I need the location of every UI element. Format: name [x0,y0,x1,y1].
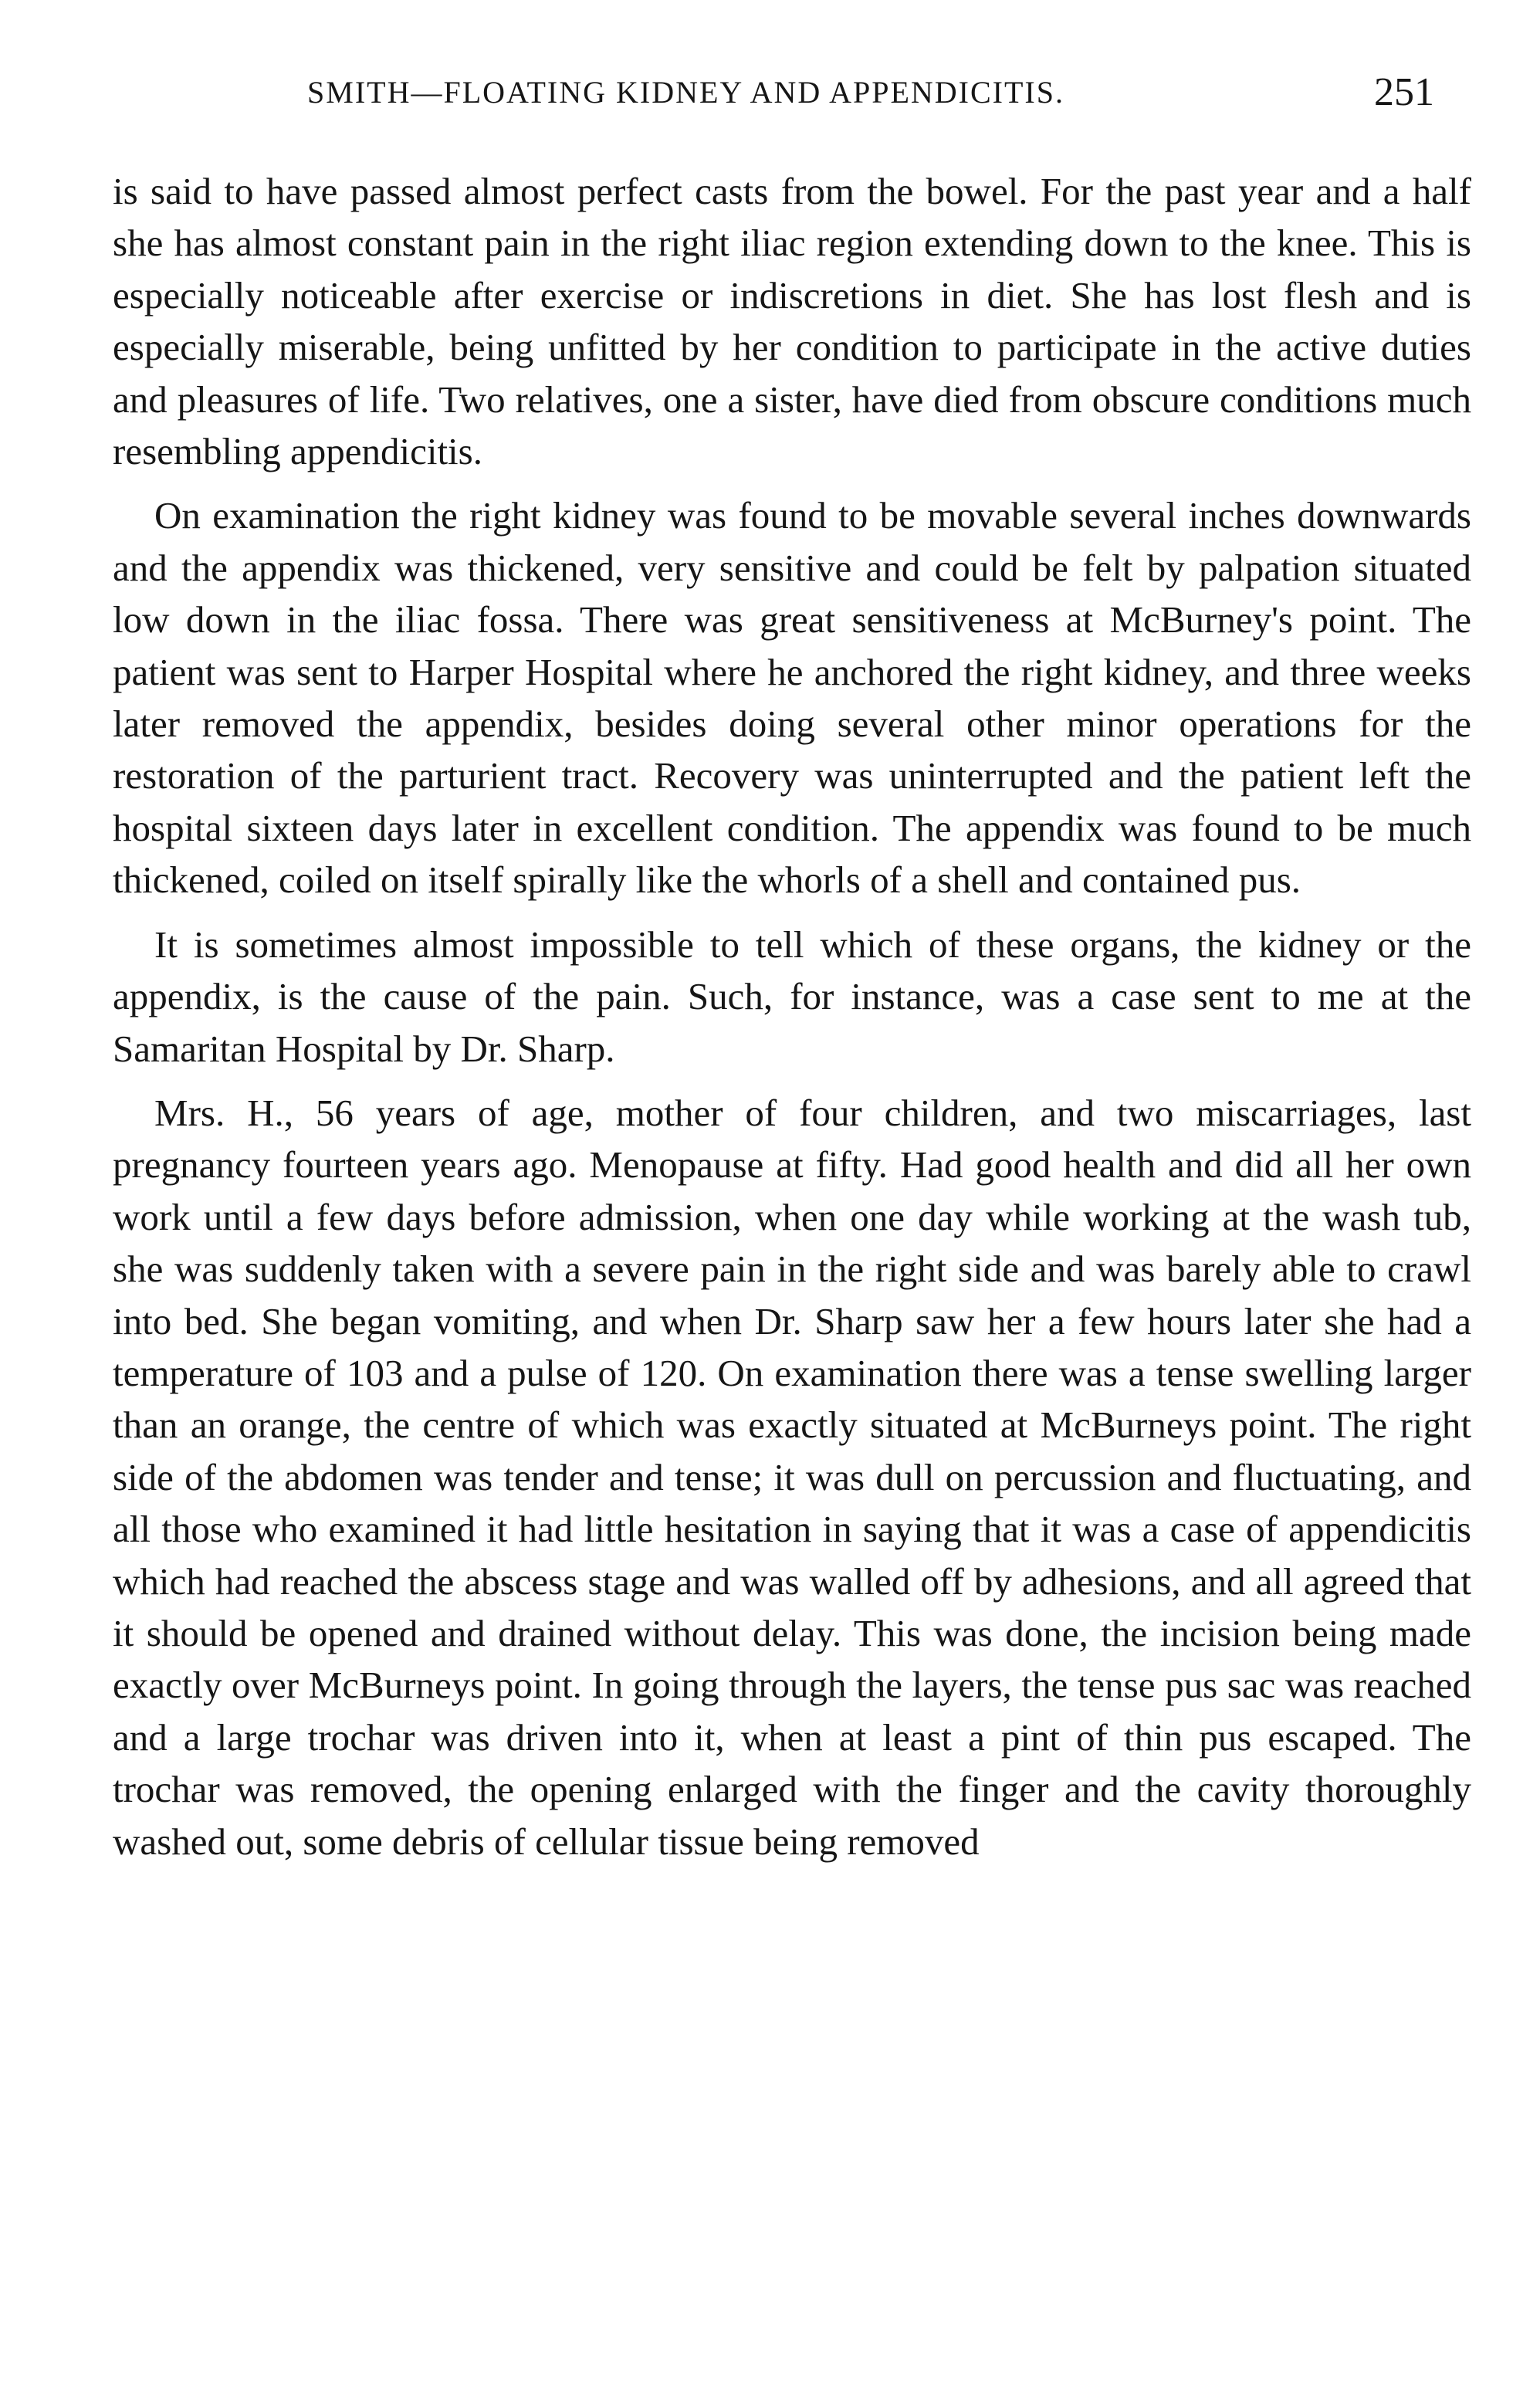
page-number: 251 [1374,70,1434,114]
paragraph-case-mrs-h: Mrs. H., 56 years of age, mother of four children, and two miscarriages, last pregnancy fourteen years ago. Menopause at fifty. Had good health and did all her own work until a few days before admission, when one day while working at the wash tub, she was suddenly taken with a severe pain in the right side and was barely able to crawl into bed. She began vomiting, and when Dr. Sharp saw her a few hours later she had a temperature of 103 and a pulse of 120. On examination there was a tense swelling larger than an orange, the centre of which was exactly situated at McBurneys point. The right side of the abdomen was tender and tense; it was dull on percussion and fluctuating, and all those who examined it had little hesitation in saying that it was a case of appendicitis which had reached the abscess stage and was walled off by adhesions, and all agreed that it should be opened and drained without delay. This was done, the incision being made exactly over McBurneys point. In going through the layers, the tense pus sac was reached and a large trochar was driven into it, when at least a pint of thin pus escaped. The trochar was removed, the opening enlarged with the finger and the cavity thoroughly washed out, some debris of cellular tissue being removed [113,1091,1471,1863]
running-head [307,70,1434,120]
running-title: SMITH—FLOATING KIDNEY AND APPENDICITIS. [307,75,1064,110]
paragraph-diagnosis-difficulty: It is sometimes almost impossible to tell which of these organs, the kidney or the appendix, is the cause of the pain. Such, for instance, was a case sent to me at the Samaritan Hospital by Dr. Sharp. [113,923,1471,1070]
body-text [113,165,1471,1867]
paragraph-continued: is said to have passed almost perfect casts from the bowel. For the past year and a half she has almost constant pain in the right iliac region extending down to the knee. This is especially noticeable after exercise or indiscretions in diet. She has lost flesh and is especially miserable, being unfitted by her condition to participate in the active duties and pleasures of life. Two relatives, one a sister, have died from obscure conditions much resembling appendicitis. [113,170,1471,473]
paragraph-examination: On examination the right kidney was found to be movable several inches downwards and the appendix was thickened, very sensitive and could be felt by palpation situated low down in the iliac fossa. There was great sensitiveness at McBurney's point. The patient was sent to Harper Hospital where he anchored the right kidney, and three weeks later removed the appendix, besides doing several other minor operations for the restoration of the parturient tract. Recovery was uninterrupted and the patient left the hospital sixteen days later in excellent condition. The appendix was found to be much thickened, coiled on itself spirally like the whorls of a shell and contained pus. [113,494,1471,902]
